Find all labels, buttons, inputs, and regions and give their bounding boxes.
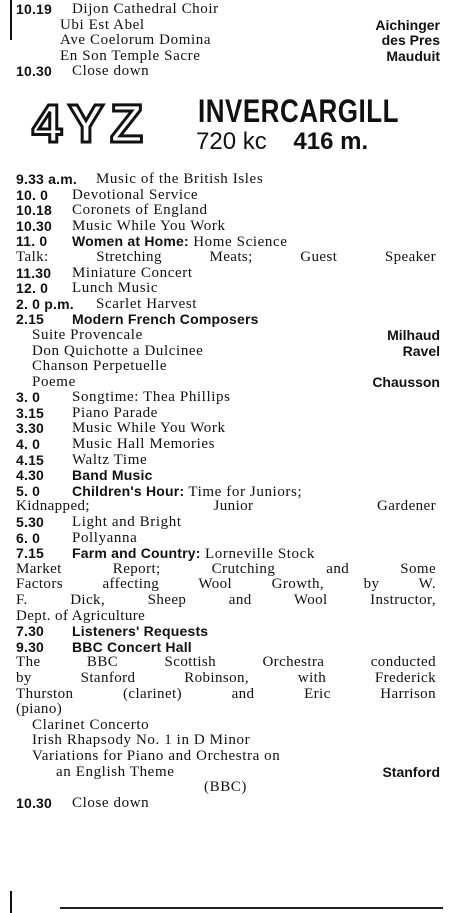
composer: Mauduit	[386, 47, 440, 64]
program-text	[72, 281, 158, 297]
composer: Ravel	[402, 342, 440, 359]
program-time: 10.30	[16, 794, 53, 811]
composer: des Pres	[381, 32, 440, 49]
program-continuation	[16, 702, 440, 718]
program-time: 7.15	[16, 545, 45, 562]
station-city: INVERCARGILL	[198, 91, 399, 130]
program-heading: Women at Home:	[72, 233, 189, 250]
program-heading: BBC Concert Hall	[72, 638, 192, 655]
program-text	[96, 297, 197, 313]
program-text	[96, 172, 263, 188]
program-line	[16, 453, 440, 469]
work-line	[16, 328, 440, 344]
program-line	[16, 546, 440, 562]
station-frequency: 720 kc	[196, 127, 267, 155]
program-time: 4.30	[16, 467, 45, 484]
program-line	[16, 219, 440, 235]
program-text	[72, 531, 137, 547]
program-title: Music Hall Memories	[72, 436, 216, 453]
program-continuation	[16, 577, 440, 593]
continuation-text: Talk: Stretching Meats; Guest Speaker	[16, 248, 436, 265]
program-continuation	[16, 671, 440, 687]
composer: Stanford	[382, 763, 440, 780]
continuation-text: by Stanford Robinson, with Frederick	[16, 669, 436, 686]
program-time: 2.15	[16, 311, 45, 328]
column-rule-top	[10, 0, 12, 40]
work-line	[16, 344, 440, 360]
work-title: Ubi Est Abel	[60, 16, 145, 33]
continuation-text: The BBC Scottish Orchestra conducted	[16, 654, 436, 671]
program-text	[72, 437, 215, 453]
program-line	[16, 281, 440, 297]
composer: Chausson	[372, 373, 440, 390]
work-title: Chanson Perpetuelle	[32, 358, 168, 375]
continuation-text: Market Report; Crutching and Some	[16, 560, 436, 577]
program-line	[16, 64, 440, 80]
program-text	[72, 421, 226, 437]
work-title: Variations for Piano and Orchestra on	[32, 747, 281, 764]
program-title: Time for Juniors;	[188, 483, 303, 500]
work-title: Suite Provencale	[32, 326, 143, 343]
program-text	[72, 219, 226, 235]
program-heading: Modern French Composers	[72, 311, 259, 328]
program-text	[72, 390, 231, 406]
program-text	[72, 188, 198, 204]
note-line	[16, 780, 440, 796]
program-title: Devotional Service	[72, 186, 199, 203]
program-title: Coronets of England	[72, 202, 208, 219]
program-time: 10.18	[16, 202, 53, 219]
work-line	[16, 33, 440, 49]
program-text	[72, 406, 158, 422]
work-title: Don Quichotte a Dulcinee	[32, 342, 204, 359]
program-time: 3. 0	[16, 389, 41, 406]
program-text	[72, 796, 149, 812]
work-title: an English Theme	[56, 763, 175, 780]
program-time: 11.30	[16, 264, 52, 281]
listings-column	[16, 2, 440, 811]
program-time: 4.15	[16, 451, 45, 468]
column-rule-bottom	[10, 891, 12, 913]
work-line	[16, 733, 440, 749]
station-header	[16, 90, 440, 166]
program-line	[16, 234, 440, 250]
program-title: Music While You Work	[72, 217, 226, 234]
program-title: Music of the British Isles	[96, 170, 264, 187]
program-title: Home Science	[193, 234, 288, 251]
program-line	[16, 484, 440, 500]
program-heading: Children's Hour:	[72, 482, 185, 499]
composer: Milhaud	[387, 326, 440, 343]
program-continuation	[16, 687, 440, 703]
program-time: 4. 0	[16, 436, 41, 453]
program-continuation	[16, 562, 440, 578]
program-line	[16, 624, 440, 640]
program-line	[16, 640, 440, 656]
work-line	[16, 49, 440, 65]
program-continuation	[16, 499, 440, 515]
program-line	[16, 468, 440, 484]
station-wavelength: 416 m.	[293, 127, 369, 155]
program-title: Music While You Work	[72, 420, 226, 437]
program-time: 12. 0	[16, 280, 49, 297]
work-line	[16, 375, 440, 391]
station-frequency-line	[196, 128, 368, 156]
program-continuation	[16, 593, 440, 609]
program-time: 3.30	[16, 420, 45, 437]
program-line	[16, 297, 440, 313]
program-time: 6. 0	[16, 529, 41, 546]
program-text	[72, 266, 193, 282]
program-time: 10.19	[16, 1, 53, 17]
program-time: 5.30	[16, 514, 45, 531]
program-title: Miniature Concert	[72, 264, 193, 281]
work-title: Irish Rhapsody No. 1 in D Minor	[32, 732, 251, 749]
work-line	[16, 765, 440, 781]
program-time: 10. 0	[16, 186, 49, 203]
program-title: Songtime: Thea Phillips	[72, 389, 231, 406]
work-line	[16, 718, 440, 734]
work-title: Clarinet Concerto	[32, 716, 150, 733]
work-title: En Son Temple Sacre	[60, 47, 201, 64]
continuation-text: Factors affecting Wool Growth, by W.	[16, 576, 436, 593]
program-line	[16, 796, 440, 812]
continuation-text: Dept. of Agriculture	[16, 607, 146, 624]
composer: Aichinger	[375, 16, 440, 33]
program-text	[72, 515, 182, 531]
work-title: Ave Coelorum Domina	[60, 32, 212, 49]
program-continuation	[16, 609, 440, 625]
program-time: 3.15	[16, 404, 45, 421]
continuation-text: Kidnapped; Junior Gardener	[16, 498, 436, 515]
program-line	[16, 531, 440, 547]
program-line	[16, 406, 440, 422]
program-title: Piano Parade	[72, 404, 158, 421]
program-continuation	[16, 655, 440, 671]
program-text	[72, 203, 208, 219]
program-time: 9.30	[16, 638, 45, 655]
program-line	[16, 203, 440, 219]
program-line	[16, 172, 440, 188]
program-time: 10.30	[16, 217, 53, 234]
continuation-text: F. Dick, Sheep and Wool Instructor,	[16, 592, 436, 608]
program-title: Close down	[72, 794, 150, 811]
program-title: Waltz Time	[72, 451, 148, 468]
program-title: Lunch Music	[72, 280, 159, 297]
program-title: Lorneville Stock	[205, 546, 315, 563]
work-title: Poeme	[32, 373, 76, 390]
work-line	[16, 18, 440, 34]
program-time: 7.30	[16, 623, 45, 640]
program-line	[16, 515, 440, 531]
continuation-text: Thurston (clarinet) and Eric Harrison	[16, 685, 436, 702]
work-line	[16, 749, 440, 765]
program-time: 9.33 a.m.	[16, 170, 77, 187]
program-title: Pollyanna	[72, 529, 138, 546]
program-time: 2. 0 p.m.	[16, 295, 74, 312]
program-heading: Listeners' Requests	[72, 623, 209, 640]
program-title: Scarlet Harvest	[96, 295, 198, 312]
program-line	[16, 2, 440, 18]
program-time: 5. 0	[16, 482, 41, 499]
program-heading: Band Music	[72, 467, 153, 484]
program-title: Close down	[72, 63, 150, 80]
program-title: Light and Bright	[72, 514, 182, 531]
work-line	[16, 359, 440, 375]
program-line	[16, 421, 440, 437]
schedule-list	[16, 172, 440, 811]
program-heading: Farm and Country:	[72, 545, 201, 562]
call-sign: 4YZ	[32, 93, 150, 150]
continuation-text: (piano)	[16, 701, 63, 718]
bottom-rule	[60, 907, 443, 909]
program-continuation	[16, 250, 440, 266]
program-line	[16, 437, 440, 453]
program-line	[16, 188, 440, 204]
program-line	[16, 390, 440, 406]
program-title: Dijon Cathedral Choir	[72, 1, 219, 17]
program-line	[16, 266, 440, 282]
station-logo	[30, 92, 190, 150]
program-line	[16, 312, 440, 328]
program-time: 11. 0	[16, 233, 48, 250]
broadcast-note: (BBC)	[204, 779, 248, 796]
program-text	[72, 453, 147, 469]
program-time: 10.30	[16, 63, 53, 80]
